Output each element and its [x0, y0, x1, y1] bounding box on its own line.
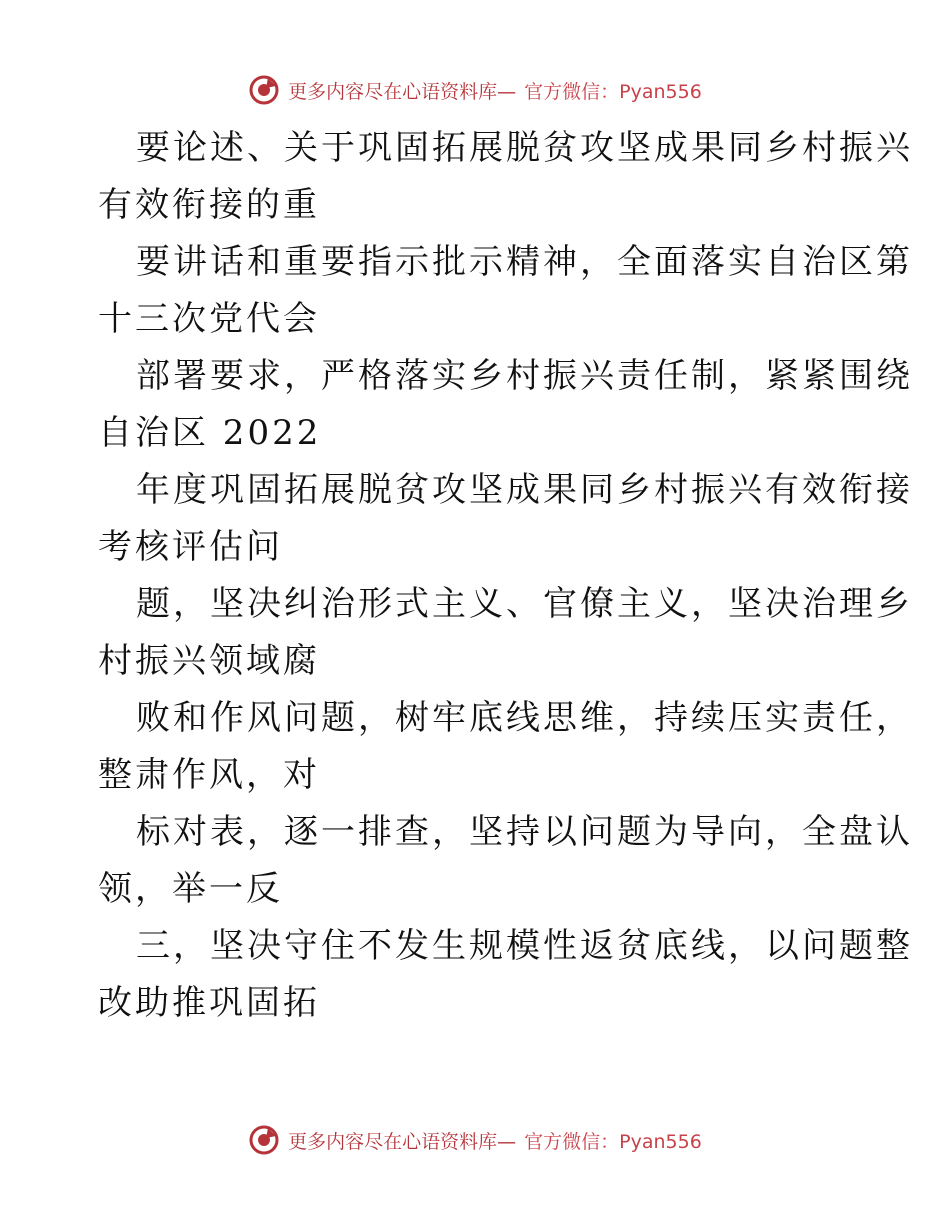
header-banner-text: 更多内容尽在心语资料库— — [288, 80, 517, 103]
paragraph-line: 有效衔接的重 — [98, 185, 320, 225]
brand-logo-icon — [248, 1124, 280, 1156]
footer-banner-text: 更多内容尽在心语资料库— — [288, 1130, 517, 1153]
paragraph-line: 年度巩固拓展脱贫攻坚成果同乡村振兴有效衔接 — [136, 470, 913, 510]
paragraph-line: 村振兴领域腐 — [98, 641, 320, 681]
paragraph-line: 改助推巩固拓 — [98, 983, 320, 1023]
paragraph — [98, 348, 913, 462]
paragraph-line: 考核评估问 — [98, 527, 283, 567]
document-body — [98, 120, 913, 1032]
paragraph — [98, 804, 913, 918]
header-banner — [0, 74, 950, 106]
paragraph — [98, 462, 913, 576]
paragraph-line: 十三次党代会 — [98, 299, 320, 339]
paragraph-line: 整肃作风，对 — [98, 755, 320, 795]
paragraph — [98, 918, 913, 1032]
paragraph — [98, 576, 913, 690]
paragraph-line: 自治区 2022 — [98, 413, 322, 453]
footer-banner — [0, 1124, 950, 1156]
paragraph-line: 题，坚决纠治形式主义、官僚主义，坚决治理乡 — [136, 584, 913, 624]
brand-logo-icon — [248, 74, 280, 106]
paragraph-line: 要论述、关于巩固拓展脱贫攻坚成果同乡村振兴 — [136, 128, 913, 168]
paragraph-line: 部署要求，严格落实乡村振兴责任制，紧紧围绕 — [136, 356, 913, 396]
paragraph — [98, 120, 913, 234]
paragraph-line: 要讲话和重要指示批示精神，全面落实自治区第 — [136, 242, 913, 282]
paragraph-line: 败和作风问题，树牢底线思维，持续压实责任， — [136, 698, 913, 738]
paragraph — [98, 234, 913, 348]
paragraph — [98, 690, 913, 804]
footer-wechat-text: 官方微信：Pyan556 — [524, 1130, 702, 1153]
paragraph-line: 三，坚决守住不发生规模性返贫底线，以问题整 — [136, 926, 913, 966]
paragraph-line: 标对表，逐一排查，坚持以问题为导向，全盘认 — [136, 812, 913, 852]
paragraph-line: 领，举一反 — [98, 869, 283, 909]
header-wechat-text: 官方微信：Pyan556 — [524, 80, 702, 103]
